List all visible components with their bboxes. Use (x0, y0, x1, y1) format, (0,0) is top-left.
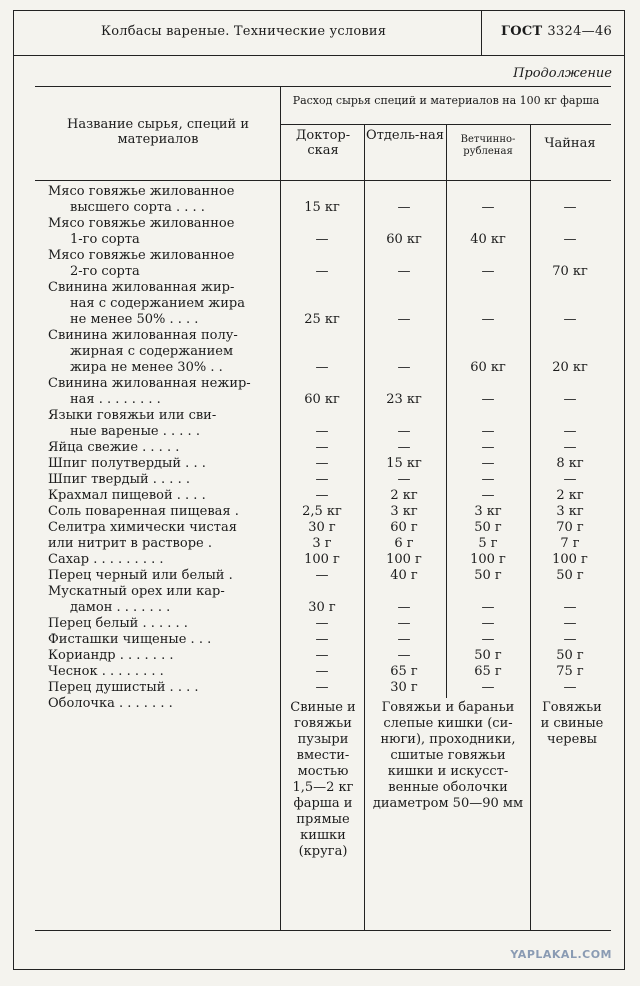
casing-line: диаметром 50—90 мм (372, 796, 524, 811)
row-value: 3 кг (474, 504, 502, 519)
row-value: 23 кг (386, 392, 422, 407)
row-name-line: Оболочка . . . . . . . (48, 696, 173, 711)
row-name-line: Языки говяжьи или сви- (48, 408, 217, 423)
row-value: 70 кг (552, 264, 588, 279)
row-value: — (563, 472, 577, 487)
row-value: — (563, 632, 577, 647)
row-value: 30 г (308, 520, 336, 535)
row-value: 100 г (386, 552, 422, 567)
row-name (48, 328, 280, 376)
row-name-line: Мускатный орех или кар- (48, 584, 225, 599)
header-col-otdelnaya: Отдель-ная (366, 128, 444, 143)
row-name-line: Перец душистый . . . . (48, 680, 199, 695)
casing-line: фарша и (293, 796, 353, 811)
header-divider (481, 10, 482, 56)
row-value: — (563, 200, 577, 215)
casing-doctor (282, 700, 364, 860)
row-value: 15 кг (304, 200, 340, 215)
row-name (48, 680, 280, 696)
row-value: — (481, 680, 495, 695)
row-name (48, 536, 280, 552)
row-value: — (315, 648, 329, 663)
row-name-line: Яйца свежие . . . . . (48, 440, 180, 455)
row-value: 50 г (474, 568, 502, 583)
row-value: — (481, 616, 495, 631)
row-value: — (481, 312, 495, 327)
row-value: — (315, 472, 329, 487)
row-name-line: Кориандр . . . . . . . (48, 648, 174, 663)
gost-number (501, 24, 612, 39)
header-consumption-group: Расход сырья специй и материалов на 100 кг фарша (292, 94, 600, 107)
casing-line: 1,5—2 кг (292, 780, 354, 795)
row-name (48, 648, 280, 664)
table-divider (530, 124, 531, 180)
row-name-line: Свинина жилованная полу- (48, 328, 238, 343)
row-name-line: Шпиг полутвердый . . . (48, 456, 206, 471)
row-name-line: ная . . . . . . . . (70, 392, 161, 407)
row-name (48, 568, 280, 584)
row-value: — (315, 664, 329, 679)
row-name (48, 280, 280, 328)
gost-code: 3324—46 (547, 24, 613, 39)
row-name (48, 472, 280, 488)
row-name (48, 248, 280, 280)
row-name-line: Мясо говяжье жилованное (48, 184, 235, 199)
row-value: 30 г (390, 680, 418, 695)
casing-line: говяжьи (294, 716, 352, 731)
row-value: — (315, 680, 329, 695)
row-value: — (315, 360, 329, 375)
row-value: — (481, 424, 495, 439)
row-value: — (481, 392, 495, 407)
row-value: — (397, 360, 411, 375)
row-value: — (397, 600, 411, 615)
row-value: 100 г (304, 552, 340, 567)
gost-prefix: ГОСТ (501, 24, 543, 39)
row-name-line: 2-го сорта (70, 264, 140, 279)
row-name (48, 504, 280, 520)
row-value: — (563, 600, 577, 615)
row-name (48, 520, 280, 536)
row-value: — (397, 632, 411, 647)
casing-line: Говяжьи и бараньи (381, 700, 515, 715)
row-value: 100 г (470, 552, 506, 567)
row-value: — (315, 632, 329, 647)
table-divider (364, 698, 365, 930)
header-col-doctor: Доктор-ская (295, 128, 351, 158)
row-value: — (315, 616, 329, 631)
row-name (48, 664, 280, 680)
row-value: 30 г (308, 600, 336, 615)
casing-line: венные оболочки (388, 780, 508, 795)
row-value: — (563, 616, 577, 631)
row-value: — (315, 440, 329, 455)
row-name (48, 440, 280, 456)
table-bottom-rule (35, 930, 611, 931)
row-value: — (315, 488, 329, 503)
row-name (48, 456, 280, 472)
row-value: 50 г (556, 648, 584, 663)
row-name (48, 552, 280, 568)
casing-line: сшитые говяжьи (390, 748, 506, 763)
row-value: — (563, 424, 577, 439)
row-value: — (481, 472, 495, 487)
row-value: 40 кг (470, 232, 506, 247)
row-name-line: жирная с содержанием (70, 344, 234, 359)
row-name-line: Чеснок . . . . . . . . (48, 664, 164, 679)
row-name (48, 408, 280, 440)
document-title: Колбасы вареные. Технические условия (101, 24, 387, 39)
row-name-line: высшего сорта . . . . (70, 200, 205, 215)
table-divider (446, 180, 447, 698)
row-value: — (315, 456, 329, 471)
row-name-line: Перец черный или белый . (48, 568, 233, 583)
row-name-line: или нитрит в растворе . (48, 536, 212, 551)
casing-line: (круга) (298, 844, 348, 859)
header-name-column: Название сырья, специй и материалов (66, 117, 250, 147)
row-value: — (481, 488, 495, 503)
row-value: 25 кг (304, 312, 340, 327)
row-value: 20 кг (552, 360, 588, 375)
row-value: 2,5 кг (302, 504, 342, 519)
row-value: 65 г (390, 664, 418, 679)
row-name-line: Свинина жилованная жир- (48, 280, 235, 295)
row-name (48, 216, 280, 248)
casing-line: кишки (300, 828, 346, 843)
table-top-rule (35, 86, 611, 87)
row-name-line: дамон . . . . . . . (70, 600, 171, 615)
row-name-line: Фисташки чищеные . . . (48, 632, 212, 647)
row-value: 7 г (560, 536, 580, 551)
row-name-line: Сахар . . . . . . . . . (48, 552, 164, 567)
row-value: 15 кг (386, 456, 422, 471)
row-value: — (397, 264, 411, 279)
row-name-line: ная с содержанием жира (70, 296, 245, 311)
continuation-label: Продолжение (513, 66, 612, 81)
row-value: 75 г (556, 664, 584, 679)
table-header-rule (35, 180, 611, 181)
row-name-line: Крахмал пищевой . . . . (48, 488, 206, 503)
page-header (13, 10, 625, 56)
row-value: — (397, 472, 411, 487)
row-value: 5 г (478, 536, 498, 551)
casing-line: нюги), проходники, (380, 732, 516, 747)
row-name-line: не менее 50% . . . . (70, 312, 199, 327)
row-name (48, 376, 280, 408)
casing-line: Говяжьи (542, 700, 602, 715)
casing-line: и свиные (540, 716, 604, 731)
row-value: 60 кг (386, 232, 422, 247)
row-value: 3 кг (556, 504, 584, 519)
row-name (48, 488, 280, 504)
row-value: 65 г (474, 664, 502, 679)
row-name-line: Перец белый . . . . . . (48, 616, 188, 631)
row-value: — (481, 264, 495, 279)
row-value: — (481, 632, 495, 647)
row-value: — (397, 200, 411, 215)
row-value: — (397, 616, 411, 631)
row-name-line: Соль поваренная пищевая . (48, 504, 239, 519)
row-value: 60 г (390, 520, 418, 535)
row-value: 70 г (556, 520, 584, 535)
row-name-line: Мясо говяжье жилованное (48, 216, 235, 231)
row-value: — (315, 264, 329, 279)
casing-line: вмести- (296, 748, 350, 763)
row-value: — (563, 312, 577, 327)
row-value: 50 г (474, 520, 502, 535)
row-value: 50 г (556, 568, 584, 583)
row-value: — (397, 440, 411, 455)
header-col-chainaya: Чайная (544, 136, 596, 151)
row-value: — (315, 568, 329, 583)
row-value: 6 г (394, 536, 414, 551)
casing-line: пузыри (297, 732, 349, 747)
casing-line: мостью (297, 764, 349, 779)
row-name-line: Свинина жилованная нежир- (48, 376, 251, 391)
row-value: — (563, 680, 577, 695)
row-name (48, 632, 280, 648)
row-name (48, 616, 280, 632)
row-value: — (563, 232, 577, 247)
row-name (48, 184, 280, 216)
row-value: — (481, 200, 495, 215)
row-value: — (563, 392, 577, 407)
row-name-line: 1-го сорта (70, 232, 140, 247)
casing-line: черевы (547, 732, 597, 747)
row-value: — (397, 424, 411, 439)
row-value: 2 кг (390, 488, 418, 503)
table-divider (280, 86, 281, 930)
casing-line: прямые (296, 812, 350, 827)
casing-line: кишки и искусст- (387, 764, 509, 779)
row-value: 50 г (474, 648, 502, 663)
row-value: — (563, 440, 577, 455)
row-name-line: Селитра химически чистая (48, 520, 237, 535)
watermark: YAPLAKAL.COM (510, 948, 612, 961)
row-value: 60 кг (470, 360, 506, 375)
row-value: — (397, 312, 411, 327)
casing-tea (532, 700, 612, 748)
row-name-line: жира не менее 30% . . (70, 360, 223, 375)
row-value: 100 г (552, 552, 588, 567)
casing-line: Свиные и (290, 700, 356, 715)
casing-line: слепые кишки (си- (383, 716, 513, 731)
row-name-line: Шпиг твердый . . . . . (48, 472, 190, 487)
header-col-vetchinno: Ветчинно-рубленая (460, 134, 516, 157)
row-value: 8 кг (556, 456, 584, 471)
row-name (48, 696, 280, 712)
casing-middle (366, 700, 530, 812)
row-value: 3 кг (390, 504, 418, 519)
row-value: — (397, 648, 411, 663)
row-value: — (481, 600, 495, 615)
row-name (48, 584, 280, 616)
row-name-line: Мясо говяжье жилованное (48, 248, 235, 263)
row-value: — (481, 456, 495, 471)
row-value: — (315, 424, 329, 439)
row-value: 60 кг (304, 392, 340, 407)
row-name-line: ные вареные . . . . . (70, 424, 200, 439)
row-value: — (481, 440, 495, 455)
row-value: — (315, 232, 329, 247)
row-value: 3 г (312, 536, 332, 551)
row-value: 2 кг (556, 488, 584, 503)
row-value: 40 г (390, 568, 418, 583)
